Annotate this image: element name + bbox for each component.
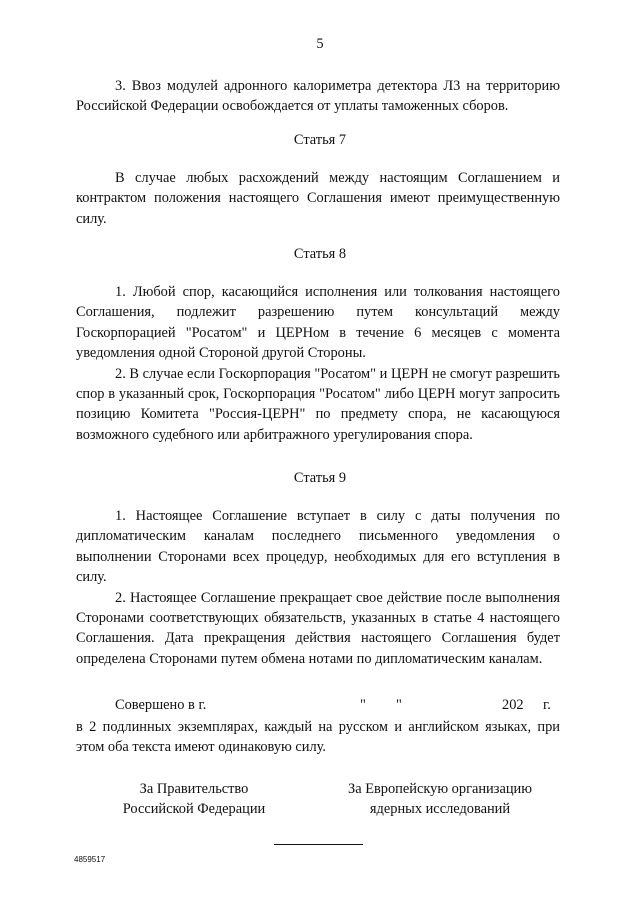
article-7-body (76, 168, 560, 229)
page-number: 5 (316, 36, 324, 52)
signature-block-russia (104, 779, 284, 819)
article-7-heading: Статья 7 (293, 132, 347, 148)
article-9-paragraph-2: 2. Настоящее Соглашение прекращает свое действие после выполнения Сторонами соответствующих обязательств, указанных в статье 4 настоящего Соглашения. Дата прекращения действия настоящего Соглашения будет определена Сторонами путем обмена нотами по дипломатическим каналам. (76, 589, 560, 667)
article-7-text: В случае любых расхождений между настоящим Соглашением и контрактом положения настоящего Соглашения имеют преимущественную силу. (76, 170, 560, 227)
date-quote-open: " (360, 697, 366, 713)
article-9-paragraph-1: 1. Настоящее Соглашение вступает в силу с даты получения по дипломатическим каналам последнего письменного уведомления о выполнении Сторонами всех процедур, необходимых для его вступления в силу. (76, 508, 560, 586)
signature-right-line-2: ядерных исследований (369, 801, 511, 817)
article-9-heading: Статья 9 (293, 470, 347, 486)
signature-right-line-1: За Европейскую организацию (348, 781, 532, 797)
signed-at-line (76, 697, 560, 717)
signature-block-cern (340, 779, 540, 819)
end-rule-divider (274, 844, 363, 845)
document-id: 4859517 (74, 855, 106, 864)
article-8-heading: Статья 8 (293, 246, 347, 262)
copies-statement (76, 717, 560, 758)
signature-left-line-1: За Правительство (139, 781, 249, 797)
article-8-body (76, 282, 560, 445)
paragraph-3 (76, 76, 560, 117)
done-at-label: Совершено в г. (115, 697, 207, 713)
signature-left-line-2: Российской Федерации (122, 801, 266, 817)
copies-text: в 2 подлинных экземплярах, каждый на русском и английском языках, при этом оба текста имеют одинаковую силу. (76, 719, 560, 756)
year-value: 202 (502, 697, 524, 713)
year-suffix: г. (543, 697, 551, 713)
date-quote-close: " (396, 697, 402, 713)
paragraph-3-text: 3. Ввоз модулей адронного калориметра детектора Л3 на территорию Российской Федерации освобождается от уплаты таможенных сборов. (76, 78, 560, 115)
article-8-paragraph-2: 2. В случае если Госкорпорация "Росатом" и ЦЕРН не смогут разрешить спор в указанный срок, Госкорпорация "Росатом" либо ЦЕРН могут запросить позицию Комитета "Россия-ЦЕРН" по предмету спора, не касающуюся возможного судебного или арбитражного урегулирования спора. (76, 365, 560, 443)
article-8-paragraph-1: 1. Любой спор, касающийся исполнения или толкования настоящего Соглашения, подлежит разрешению путем консультаций между Госкорпорацией "Росатом" и ЦЕРНом в течение 6 месяцев с момента уведомления одной Стороной другой Стороны. (76, 284, 560, 362)
article-9-body (76, 506, 560, 669)
